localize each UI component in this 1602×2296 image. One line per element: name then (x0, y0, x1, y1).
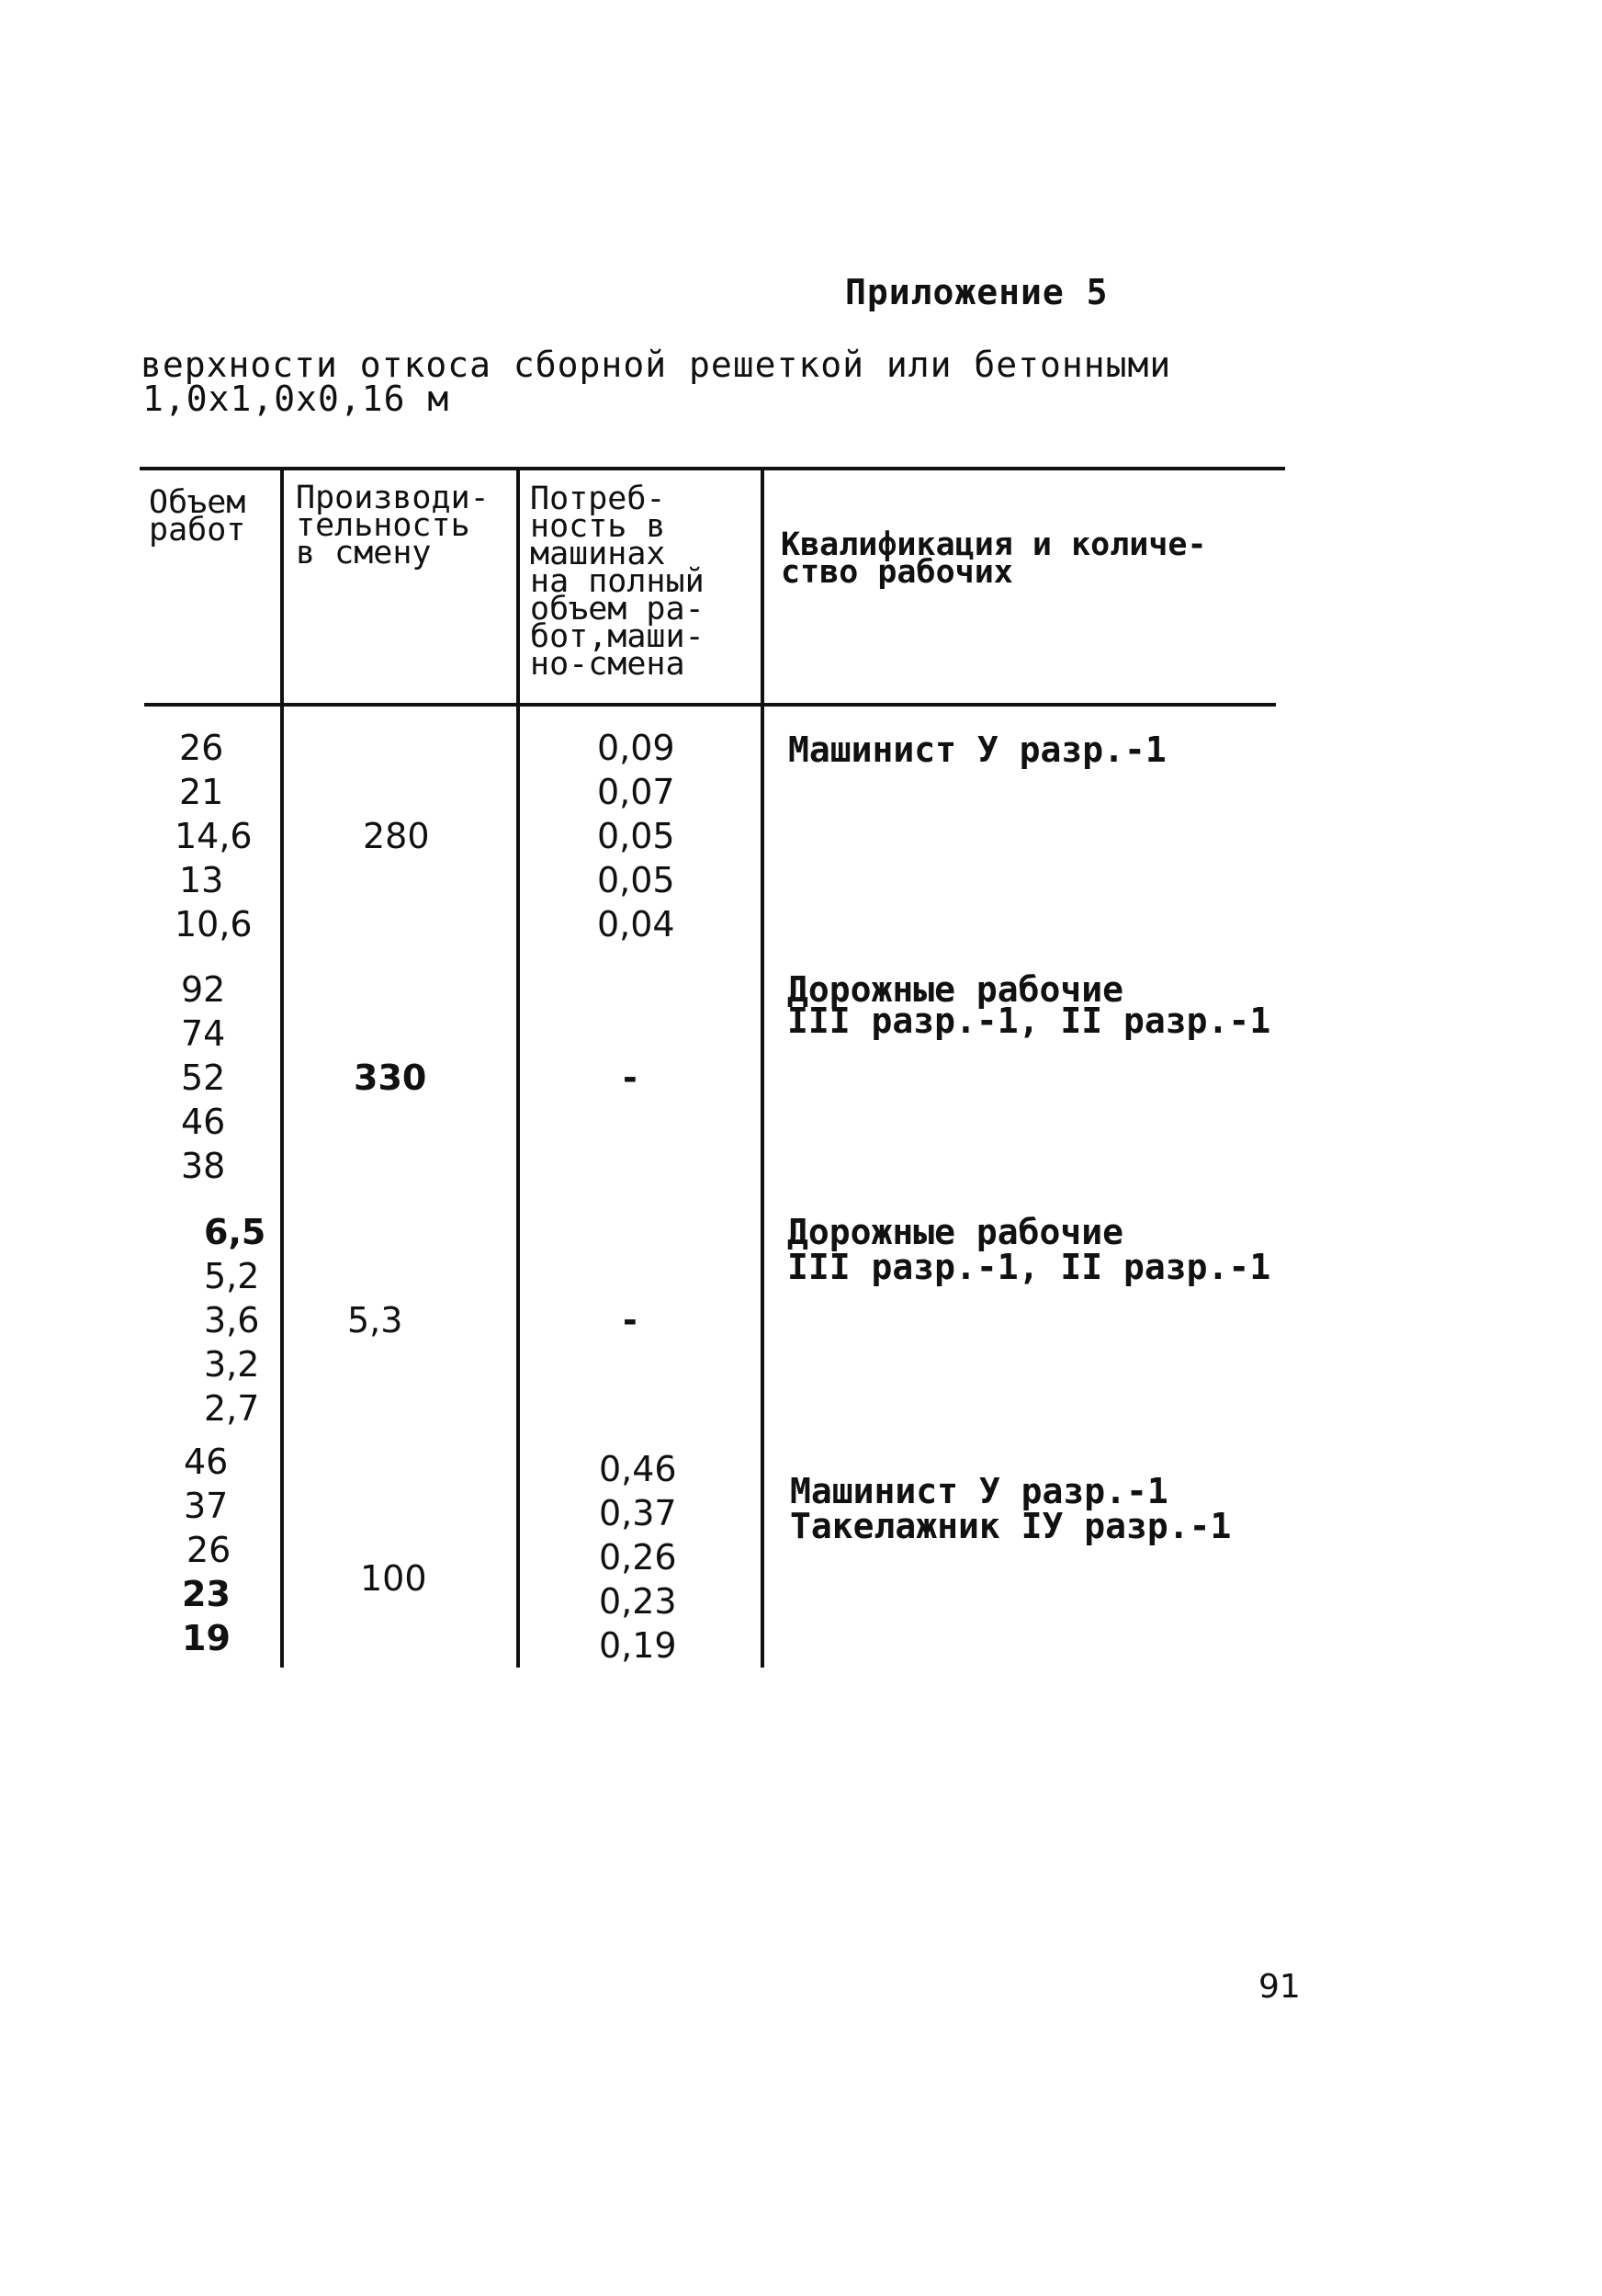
column-divider-2 (516, 469, 520, 1668)
column-divider-1 (280, 469, 284, 1668)
volume-cell: 26 (179, 728, 224, 768)
machine-need-cell: 0,07 (597, 772, 675, 812)
volume-cell: 74 (181, 1013, 226, 1054)
heading-line-1: верхности откоса сборной решеткой или бетонными (141, 345, 1172, 385)
volume-cell: 14,6 (175, 816, 253, 856)
volume-cell: 5,2 (204, 1256, 260, 1296)
machine-need-cell: 0,04 (597, 904, 675, 944)
volume-cell: 6,5 (204, 1212, 266, 1252)
volume-cell: 2,7 (204, 1388, 260, 1429)
productivity-cell: 330 (354, 1058, 427, 1098)
volume-cell: 23 (182, 1574, 231, 1614)
machine-need-cell: 0,37 (599, 1493, 677, 1533)
productivity-cell: 5,3 (347, 1300, 403, 1340)
column-divider-3 (761, 469, 764, 1668)
qualification-cell: III разр.-1, II разр.-1 (787, 1001, 1271, 1041)
qualification-cell: Машинист У разр.-1 (790, 1471, 1168, 1511)
productivity-cell: 280 (363, 816, 430, 856)
machine-need-cell: 0,26 (599, 1537, 677, 1578)
qualification-cell: Такелажник IУ разр.-1 (790, 1506, 1232, 1546)
appendix-label: Приложение 5 (845, 272, 1109, 312)
machine-need-cell: 0,05 (597, 860, 675, 900)
header-productivity: Производи- тельность в смену (296, 480, 490, 571)
machine-need-cell: 0,19 (599, 1625, 677, 1666)
volume-cell: 46 (181, 1102, 226, 1142)
heading-line-2: 1,0x1,0x0,16 м (142, 379, 450, 419)
qualification-cell: Дорожные рабочие (787, 1212, 1124, 1252)
qualification-cell: III разр.-1, II разр.-1 (787, 1247, 1271, 1287)
qualification-cell: Машинист У разр.-1 (788, 730, 1167, 770)
machine-need-cell: 0,23 (599, 1581, 677, 1622)
volume-cell: 38 (181, 1146, 226, 1186)
volume-cell: 19 (182, 1618, 231, 1658)
volume-cell: 52 (181, 1058, 226, 1098)
table-header-rule (144, 703, 1276, 707)
volume-cell: 13 (179, 860, 224, 900)
header-machine-need: Потреб- ность в машинах на полный объем ра- бот,маши- но-смена (530, 481, 705, 683)
header-volume: Объем работ (149, 484, 246, 549)
volume-cell: 37 (184, 1486, 229, 1526)
header-qualification: Квалификация и количе- ство рабочих (781, 526, 1207, 591)
machine-need-cell: 0,09 (597, 728, 675, 768)
volume-cell: 26 (186, 1530, 231, 1570)
machine-need-cell: - (623, 1300, 637, 1340)
machine-need-cell: 0,46 (599, 1449, 677, 1489)
qualification-cell: Дорожные рабочие (787, 969, 1124, 1010)
volume-cell: 10,6 (175, 904, 253, 944)
page-number: 91 (1258, 1968, 1301, 2006)
volume-cell: 21 (179, 772, 224, 812)
volume-cell: 92 (181, 969, 226, 1010)
volume-cell: 3,6 (204, 1300, 260, 1340)
volume-cell: 46 (184, 1442, 229, 1482)
productivity-cell: 100 (360, 1558, 427, 1599)
machine-need-cell: 0,05 (597, 816, 675, 856)
volume-cell: 3,2 (204, 1344, 260, 1385)
machine-need-cell: - (623, 1058, 637, 1098)
table-top-rule (140, 467, 1285, 470)
